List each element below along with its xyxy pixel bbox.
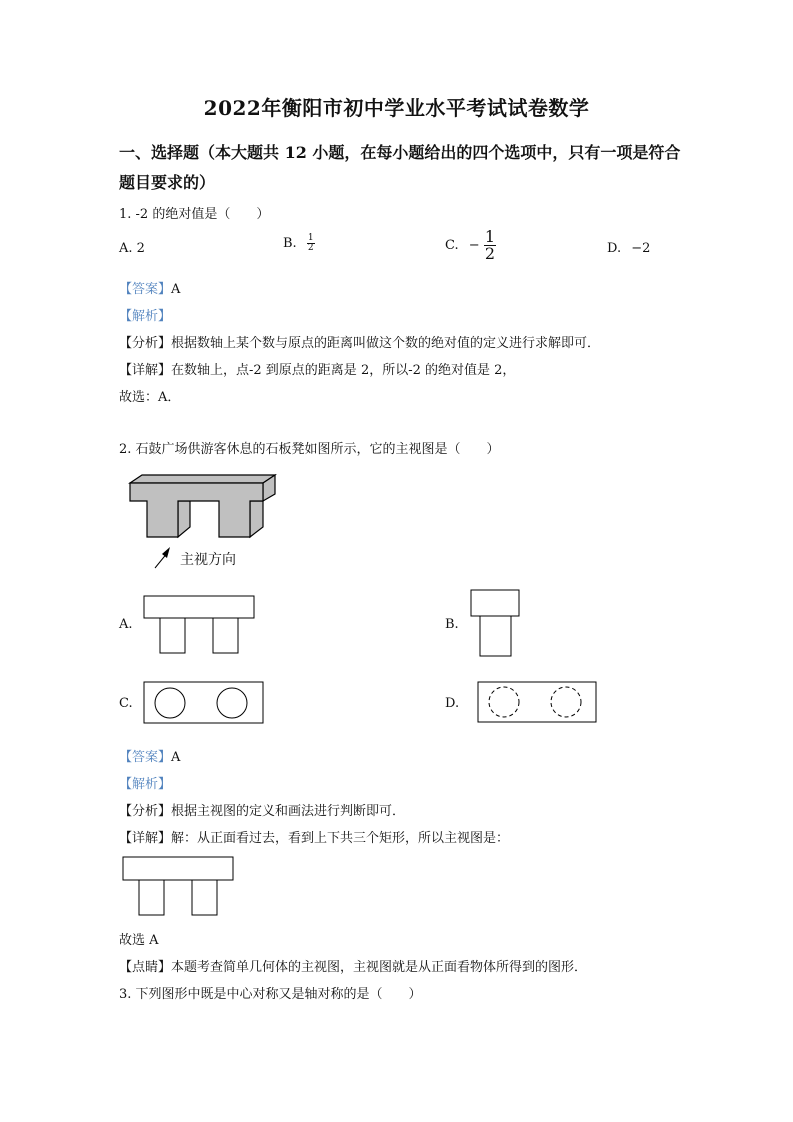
option-label: B.: [283, 236, 297, 251]
figure-caption: 主视方向: [180, 552, 236, 568]
option-value: −2: [631, 241, 651, 256]
q1-analysis-label: 【解析】: [119, 309, 172, 324]
question-1-stem: 1. -2 的绝对值是（ ）: [119, 207, 270, 222]
numerator: 1: [484, 227, 495, 246]
option-label: A.: [119, 241, 133, 256]
xiangjie-label: 【详解】: [119, 831, 172, 846]
numerator: 1: [307, 233, 314, 243]
answer-value: A: [171, 750, 181, 765]
q2-option-b-label[interactable]: B.: [445, 617, 459, 632]
question-3-stem: 3. 下列图形中既是中心对称又是轴对称的是（ ）: [119, 987, 422, 1002]
answer-label: 【答案】: [119, 282, 172, 297]
answer-label: 【答案】: [119, 750, 172, 765]
option-label: C.: [445, 238, 459, 253]
denominator: 2: [307, 243, 314, 253]
xiangjie-label: 【详解】: [119, 363, 172, 378]
xiangjie-text: 解：从正面看过去，看到上下共三个矩形，所以主视图是：: [171, 831, 510, 846]
fenxi-text: 根据数轴上某个数与原点的距离叫做这个数的绝对值的定义进行求解即可．: [171, 336, 601, 351]
q2-option-d-label[interactable]: D.: [445, 696, 460, 711]
question-2-stem: 2. 石鼓广场供游客休息的石板凳如图所示，它的主视图是（ ）: [119, 442, 500, 457]
fenxi-label: 【分析】: [119, 804, 172, 819]
denominator: 2: [484, 244, 495, 263]
dianjing-text: 本题考查简单几何体的主视图，主视图就是从正面看物体所得到的图形．: [171, 960, 588, 975]
option-value: 2: [136, 241, 145, 256]
q2-option-a-label[interactable]: A.: [119, 617, 133, 632]
q2-conclusion: 故选 A: [119, 933, 159, 948]
option-label: D.: [607, 241, 622, 256]
q2-dianjing: [119, 956, 587, 975]
xiangjie-text: 在数轴上，点-2 到原点的距离是 2，所以-2 的绝对值是 2，: [171, 363, 516, 378]
answer-value: A: [171, 282, 181, 297]
q2-analysis-label: 【解析】: [119, 777, 172, 792]
section-heading-line2: 题目要求的）: [119, 173, 216, 192]
minus-sign: −: [468, 238, 480, 253]
section-heading-line1: 一、选择题（本大题共 12 小题，在每小题给出的四个选项中，只有一项是符合: [119, 143, 681, 162]
q2-option-c-label[interactable]: C.: [119, 696, 133, 711]
q1-conclusion: 故选：A．: [119, 390, 181, 405]
dianjing-label: 【点睛】: [119, 960, 172, 975]
fenxi-text: 根据主视图的定义和画法进行判断即可．: [171, 804, 406, 819]
page-title: 2022年衡阳市初中学业水平考试试卷数学: [203, 96, 590, 120]
fenxi-label: 【分析】: [119, 336, 172, 351]
